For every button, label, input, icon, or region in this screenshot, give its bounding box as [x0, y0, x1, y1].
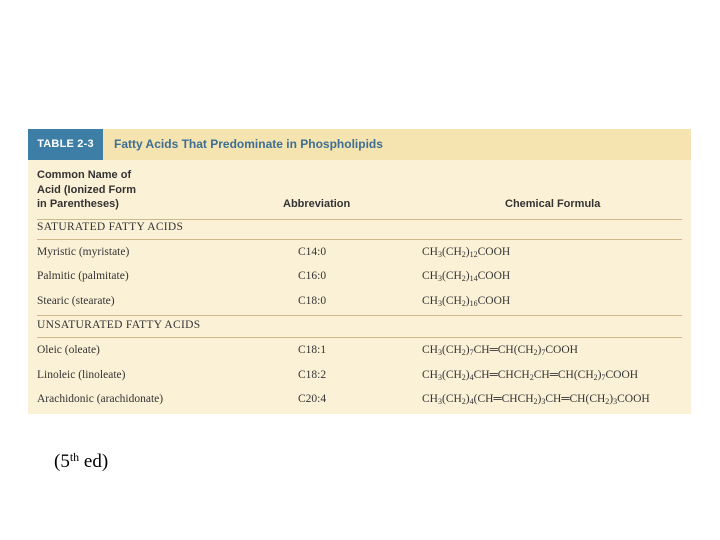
formula-text: CH═CH(CH: [473, 344, 534, 356]
fatty-acids-table: [28, 129, 691, 414]
formula-text: (CH: [441, 393, 462, 405]
table-title-bar: [28, 129, 691, 160]
acid-abbreviation: C14:0: [298, 246, 327, 258]
formula-text: ): [537, 393, 542, 405]
header-abbreviation: Abbreviation: [283, 198, 351, 210]
formula-subscript: 2: [529, 373, 534, 382]
formula-subscript: 2: [533, 348, 538, 357]
formula-text: (CH: [441, 295, 462, 307]
formula-subscript: 2: [461, 348, 466, 357]
formula-subscript: 4: [469, 373, 474, 382]
formula-subscript: 3: [437, 397, 442, 406]
edition-prefix: (5: [54, 451, 70, 472]
edition-superscript: th: [69, 450, 80, 464]
edition-suffix: ed): [79, 451, 109, 472]
table-row: [28, 344, 691, 360]
formula-text: ): [465, 393, 470, 405]
formula-subscript: 2: [593, 373, 598, 382]
acid-abbreviation: C18:0: [298, 295, 327, 307]
formula-text: ): [465, 246, 470, 258]
formula-text: (CH: [441, 246, 462, 258]
formula-subscript: 3: [541, 397, 546, 406]
acid-name: Oleic (oleate): [37, 344, 100, 356]
acid-name: Stearic (stearate): [37, 295, 115, 307]
table-number-tag: TABLE 2-3: [28, 129, 103, 160]
formula-text: CH═CHCH: [473, 369, 530, 381]
edition-caption: [54, 451, 108, 473]
formula-subscript: 2: [533, 397, 538, 406]
header-common-name-line: in Parentheses): [37, 198, 119, 210]
formula-text: CH═CH(CH: [533, 369, 594, 381]
formula-subscript: 3: [437, 373, 442, 382]
header-common-name-line: Common Name of: [37, 169, 132, 181]
formula-subscript: 2: [461, 373, 466, 382]
formula-text: COOH: [617, 393, 650, 405]
formula-text: CH: [422, 295, 438, 307]
formula-subscript: 2: [605, 397, 610, 406]
formula-subscript: 3: [437, 250, 442, 259]
table-header-row: [28, 168, 691, 216]
divider: [37, 219, 682, 220]
formula-subscript: 7: [601, 373, 606, 382]
formula-text: CH: [422, 270, 438, 282]
formula-text: ): [465, 344, 470, 356]
formula-text: COOH: [477, 270, 511, 282]
acid-abbreviation: C16:0: [298, 270, 327, 282]
formula-subscript: 3: [613, 397, 618, 406]
formula-subscript: 4: [469, 397, 474, 406]
formula-text: CH: [422, 393, 438, 405]
formula-text: ): [465, 295, 470, 307]
formula-subscript: 16: [469, 299, 478, 308]
table-row: [28, 393, 691, 409]
table-row: [28, 295, 691, 311]
divider: [37, 337, 682, 338]
acid-name: Myristic (myristate): [37, 246, 130, 258]
formula-text: (CH: [441, 344, 462, 356]
formula-text: CH: [422, 246, 438, 258]
formula-subscript: 3: [437, 299, 442, 308]
formula-text: COOH: [605, 369, 639, 381]
formula-subscript: 7: [541, 348, 546, 357]
divider: [37, 315, 682, 316]
formula-text: CH: [422, 344, 438, 356]
formula-text: ): [465, 270, 470, 282]
acid-abbreviation: C18:1: [298, 344, 327, 356]
formula-text: COOH: [545, 344, 578, 356]
acid-formula: [422, 270, 510, 282]
formula-text: CH: [422, 369, 438, 381]
acid-formula: [422, 246, 510, 258]
formula-text: COOH: [477, 246, 511, 258]
acid-name: Linoleic (linoleate): [37, 369, 126, 381]
section-saturated-label: SATURATED FATTY ACIDS: [37, 221, 184, 233]
formula-text: ): [465, 369, 470, 381]
formula-subscript: 2: [461, 250, 466, 259]
acid-name: Palmitic (palmitate): [37, 270, 129, 282]
acid-name: Arachidonic (arachidonate): [37, 393, 164, 405]
formula-subscript: 14: [469, 274, 478, 283]
header-common-name-line: Acid (Ionized Form: [37, 183, 136, 196]
formula-text: COOH: [477, 295, 511, 307]
formula-subscript: 2: [461, 274, 466, 283]
formula-subscript: 3: [437, 274, 442, 283]
acid-abbreviation: C20:4: [298, 393, 327, 405]
table-row: [28, 270, 691, 286]
formula-subscript: 2: [461, 397, 466, 406]
table-title: Fatty Acids That Predominate in Phospholipids: [114, 137, 383, 151]
acid-formula: [422, 369, 638, 381]
table-row: [28, 246, 691, 262]
formula-text: ): [597, 369, 602, 381]
formula-subscript: 12: [469, 250, 478, 259]
formula-subscript: 2: [461, 299, 466, 308]
formula-text: (CH: [441, 270, 462, 282]
header-chemical-formula: Chemical Formula: [505, 198, 601, 210]
acid-formula: [422, 295, 510, 307]
table-row: [28, 369, 691, 385]
formula-text: ): [609, 393, 614, 405]
acid-formula: [422, 393, 650, 405]
formula-text: (CH═CHCH: [473, 393, 534, 405]
header-common-name: [37, 168, 136, 212]
formula-subscript: 3: [437, 348, 442, 357]
acid-abbreviation: C18:2: [298, 369, 327, 381]
formula-text: CH═CH(CH: [545, 393, 606, 405]
acid-formula: [422, 344, 578, 356]
section-unsaturated-label: UNSATURATED FATTY ACIDS: [37, 319, 201, 331]
formula-subscript: 7: [469, 348, 474, 357]
formula-text: (CH: [441, 369, 462, 381]
divider: [37, 239, 682, 240]
formula-text: ): [537, 344, 542, 356]
